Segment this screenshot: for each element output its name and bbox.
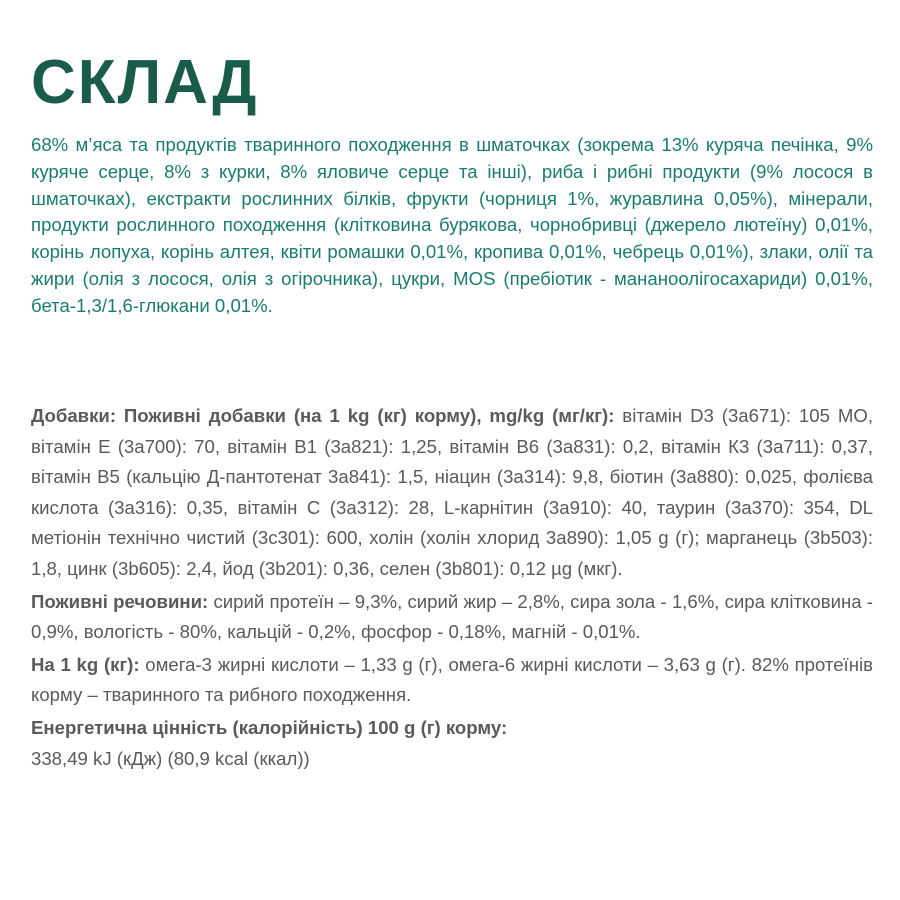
details-section — [31, 401, 873, 774]
additives-text: вітамін D3 (3a671): 105 МО, вітамін Е (3a700): 70, вітамін В1 (3a821): 1,25, вітамін В6 (3a831): 0,2, вітамін К3 (3a711): 0,37, вітамін В5 (кальцію Д-пантотенат 3a841): 1,5, ніацин (3a314): 9,8, біотин (3a880): 0,025, фолієва кислота (3a316): 0,35, вітамін С (3a312): 28, L-карнітин (3a910): 40, таурин (3a370): 354, DL метіонін технічно чистий (3c301): 600, холін (холін хлорид 3a890): 1,05 g (г); марганець (3b503): 1,8, цинк (3b605): 2,4, йод (3b201): 0,36, селен (3b801): 0,12 µg (мкг). — [31, 405, 873, 579]
energy-label: Енергетична цінність (калорійність) 100 g (г) корму: — [31, 716, 508, 738]
nutrients-label: Поживні речовини: — [31, 590, 209, 612]
additives-paragraph — [31, 401, 873, 585]
composition-text: 68% м’яса та продуктів тваринного походження в шматочках (зокрема 13% куряча печінка, 9% куряче серце, 8% з курки, 8% яловиче серце та інші), риба і рибні продукти (9% лосося в шматочках), екстракти рослинних білків, фрукти (чорниця 1%, журавлина 0,05%), мінерали, продукти рослинного походження (клітковина бурякова, чорнобривці (джерело лютеїну) 0,01%, корінь лопуха, корінь алтея, квіти ромашки 0,01%, кропива 0,01%, чебрець 0,01%), злаки, олії та жири (олія з лосося, олія з огірочника), цукри, MOS (пребіотик - мананоолігосахариди) 0,01%, бета-1,3/1,6-глюкани 0,01%. — [31, 134, 873, 316]
additives-label: Добавки: Поживні добавки (на 1 kg (кг) корму), mg/kg (мг/кг): — [31, 405, 615, 426]
per-kg-label: На 1 kg (кг): — [31, 653, 140, 675]
nutrients-text: сирий протеїн – 9,3%, сирий жир – 2,8%, сира зола - 1,6%, сира клітковина - 0,9%, вологість - 80%, кальцій - 0,2%, фосфор - 0,18%, магній - 0,01%. — [31, 590, 874, 643]
per-kg-text: омега-3 жирні кислоти – 1,33 g (г), омега-6 жирні кислоти – 3,63 g (г). 82% протеїнів корму – тваринного та рибного походження. — [31, 653, 873, 706]
page-title: СКЛАД — [31, 48, 259, 117]
energy-paragraph — [31, 713, 873, 774]
per-kg-paragraph — [31, 650, 873, 711]
energy-text: 338,49 kJ (кДж) (80,9 kcal (ккал)) — [31, 747, 310, 769]
nutrients-paragraph — [31, 587, 873, 648]
